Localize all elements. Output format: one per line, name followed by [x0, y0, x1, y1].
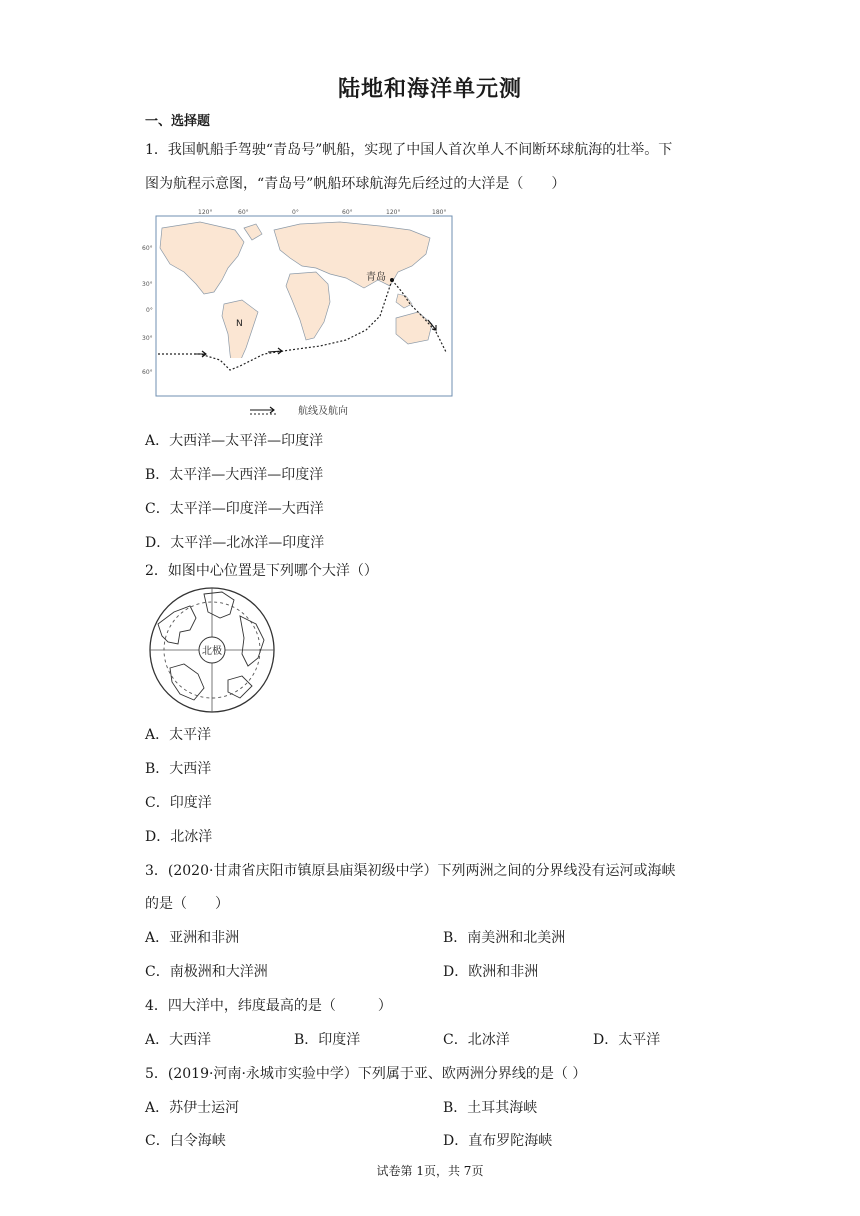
option-5c: C．白令海峡: [145, 1133, 226, 1149]
legend-arrow-icon: [250, 407, 274, 413]
legend-label: 航线及航向: [298, 406, 348, 417]
lat-label: 30°: [142, 335, 153, 342]
lon-label: 60°: [238, 209, 249, 216]
north-pole-label: 北极: [202, 646, 222, 657]
option-1d: D．太平洋—北冰洋—印度洋: [145, 535, 325, 551]
lon-label: 120°: [198, 209, 213, 216]
question-3-text: 3．(2020·甘肃省庆阳市镇原县庙渠初级中学）下列两洲之间的分界线没有运河或海峡: [145, 863, 676, 879]
page-footer: 试卷第 1页，共 7页: [376, 1164, 484, 1178]
lat-label: 60°: [142, 245, 153, 252]
option-1b: B．太平洋—大西洋—印度洋: [145, 467, 324, 483]
option-5d: D．直布罗陀海峡: [443, 1133, 553, 1149]
option-4d: D．太平洋: [593, 1032, 661, 1048]
option-2d: D．北冰洋: [145, 829, 213, 845]
question-1-text-cont: 图为航程示意图，“青岛号”帆船环球航海先后经过的大洋是（ ）: [145, 176, 566, 192]
question-5-text: 5．(2019·河南·永城市实验中学）下列属于亚、欧两洲分界线的是（ ）: [145, 1066, 587, 1082]
north-pole-map: [144, 584, 280, 716]
option-5a: A．苏伊士运河: [145, 1100, 240, 1116]
question-2-text: 2．如图中心位置是下列哪个大洋（）: [145, 563, 378, 579]
lon-label: 60°: [342, 209, 353, 216]
question-4-text: 4．四大洋中，纬度最高的是（ ）: [145, 998, 392, 1014]
lat-label: 60°: [142, 369, 153, 376]
question-3-text-cont: 的是（ ）: [145, 896, 229, 912]
section-heading: 一、选择题: [145, 114, 211, 129]
lat-label: 0°: [146, 307, 153, 314]
page-title: 陆地和海洋单元测: [337, 77, 522, 102]
lon-label: 120°: [386, 209, 401, 216]
n-label: N: [236, 319, 243, 329]
qingdao-marker: [390, 278, 394, 282]
option-2c: C．印度洋: [145, 795, 212, 811]
option-4a: A．大西洋: [145, 1032, 212, 1048]
option-4c: C．北冰洋: [443, 1032, 510, 1048]
option-2a: A．太平洋: [145, 727, 212, 743]
option-2b: B．大西洋: [145, 761, 212, 777]
option-3c: C．南极洲和大洋洲: [145, 964, 268, 980]
lat-label: 30°: [142, 281, 153, 288]
question-1-text: 1．我国帆船手驾驶“青岛号”帆船，实现了中国人首次单人不间断环球航海的壮举。下: [145, 142, 673, 158]
option-3d: D．欧洲和非洲: [443, 964, 539, 980]
world-route-map: [140, 208, 460, 420]
option-1c: C．太平洋—印度洋—大西洋: [145, 501, 324, 517]
lon-label: 0°: [292, 209, 299, 216]
option-5b: B．土耳其海峡: [443, 1100, 538, 1116]
lon-label: 180°: [432, 209, 447, 216]
option-4b: B．印度洋: [294, 1032, 361, 1048]
option-1a: A．大西洋—太平洋—印度洋: [145, 433, 324, 449]
option-3a: A．亚洲和非洲: [145, 930, 240, 946]
qingdao-label: 青岛: [366, 272, 386, 283]
option-3b: B．南美洲和北美洲: [443, 930, 566, 946]
